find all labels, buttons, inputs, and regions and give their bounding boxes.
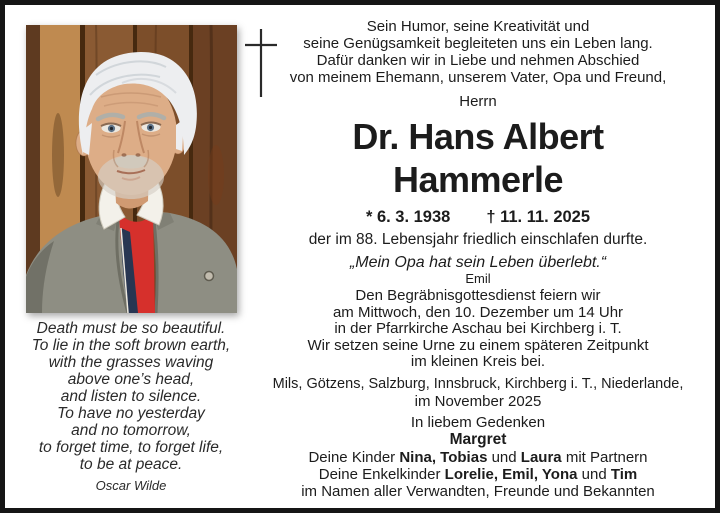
portrait-photo	[26, 25, 237, 313]
grandchildren-line	[248, 466, 708, 483]
children-names: Nina, Tobias	[399, 448, 488, 466]
places-line: Mils, Götzens, Salzburg, Innsbruck, Kirchberg i. T., Niederlande,	[272, 375, 684, 392]
funeral-service-info	[248, 288, 708, 371]
grandchildren-names: Lorelie, Emil, Yona	[444, 465, 578, 483]
poem-line: above one’s head,	[67, 371, 195, 388]
portrait-illustration	[26, 25, 237, 313]
birth-date: * 6. 3. 1938	[365, 208, 451, 226]
service-line: in der Pfarrkirche Aschau bei Kirchberg i. T.	[334, 320, 622, 337]
poem-line: and listen to silence.	[60, 388, 202, 405]
children-conjunction: und	[491, 448, 517, 466]
deceased-name-line1: Dr. Hans Albert	[352, 116, 604, 157]
poem-line: with the grasses waving	[48, 354, 214, 371]
family-quote: „Mein Opa hat sein Leben überlebt.“	[349, 254, 607, 271]
remembrance-line: In liebem Gedenken	[410, 413, 546, 431]
intro-line: von meinem Ehemann, unserem Vater, Opa und Freund,	[289, 69, 667, 86]
service-line: im kleinen Kreis bei.	[410, 353, 546, 370]
poem-line: and no tomorrow,	[71, 422, 191, 439]
notice-column	[248, 18, 708, 500]
month-line: im November 2025	[414, 392, 542, 410]
jacket-button	[205, 272, 214, 281]
intro-text	[248, 18, 708, 86]
children-line	[248, 449, 708, 466]
children-names: Laura	[520, 448, 562, 466]
grandchildren-lead: Deine Enkelkinder	[318, 465, 441, 483]
service-line: Den Begräbnisgottesdienst feiern wir	[355, 287, 601, 304]
closing-line: im Namen aller Verwandten, Freunde und Bekannten	[301, 482, 655, 500]
quote-attribution: Emil	[465, 271, 491, 286]
intro-line: Sein Humor, seine Kreativität und	[366, 18, 590, 35]
deceased-name	[248, 115, 708, 201]
salutation: Herrn	[459, 93, 497, 110]
service-line: am Mittwoch, den 10. Dezember um 14 Uhr	[332, 303, 624, 321]
life-dates	[248, 208, 708, 227]
intro-line: seine Genügsamkeit begleiteten uns ein Leben lang.	[303, 35, 653, 52]
poem-line: To have no yesterday	[57, 405, 205, 422]
poem-line: Death must be so beautiful.	[36, 320, 226, 337]
poem-line: to forget time, to forget life,	[38, 439, 224, 456]
poem-attribution: Oscar Wilde	[95, 478, 167, 493]
intro-line: Dafür danken wir in Liebe und nehmen Abschied	[316, 52, 640, 69]
widow-name: Margret	[449, 430, 507, 448]
poem-line: to be at peace.	[79, 456, 183, 473]
deceased-name-line2: Hammerle	[392, 159, 564, 200]
death-date: † 11. 11. 2025	[486, 208, 591, 226]
children-tail: mit Partnern	[565, 448, 648, 466]
grandchildren-names: Tim	[610, 465, 638, 483]
service-line: Wir setzen seine Urne zu einem späteren Zeitpunkt	[307, 336, 649, 354]
poem-line: To lie in the soft brown earth,	[31, 337, 231, 354]
age-line: der im 88. Lebensjahr friedlich einschlafen durfte.	[308, 231, 648, 248]
grandchildren-conjunction: und	[581, 465, 607, 483]
poem-block	[7, 320, 255, 493]
children-lead: Deine Kinder	[308, 448, 396, 466]
